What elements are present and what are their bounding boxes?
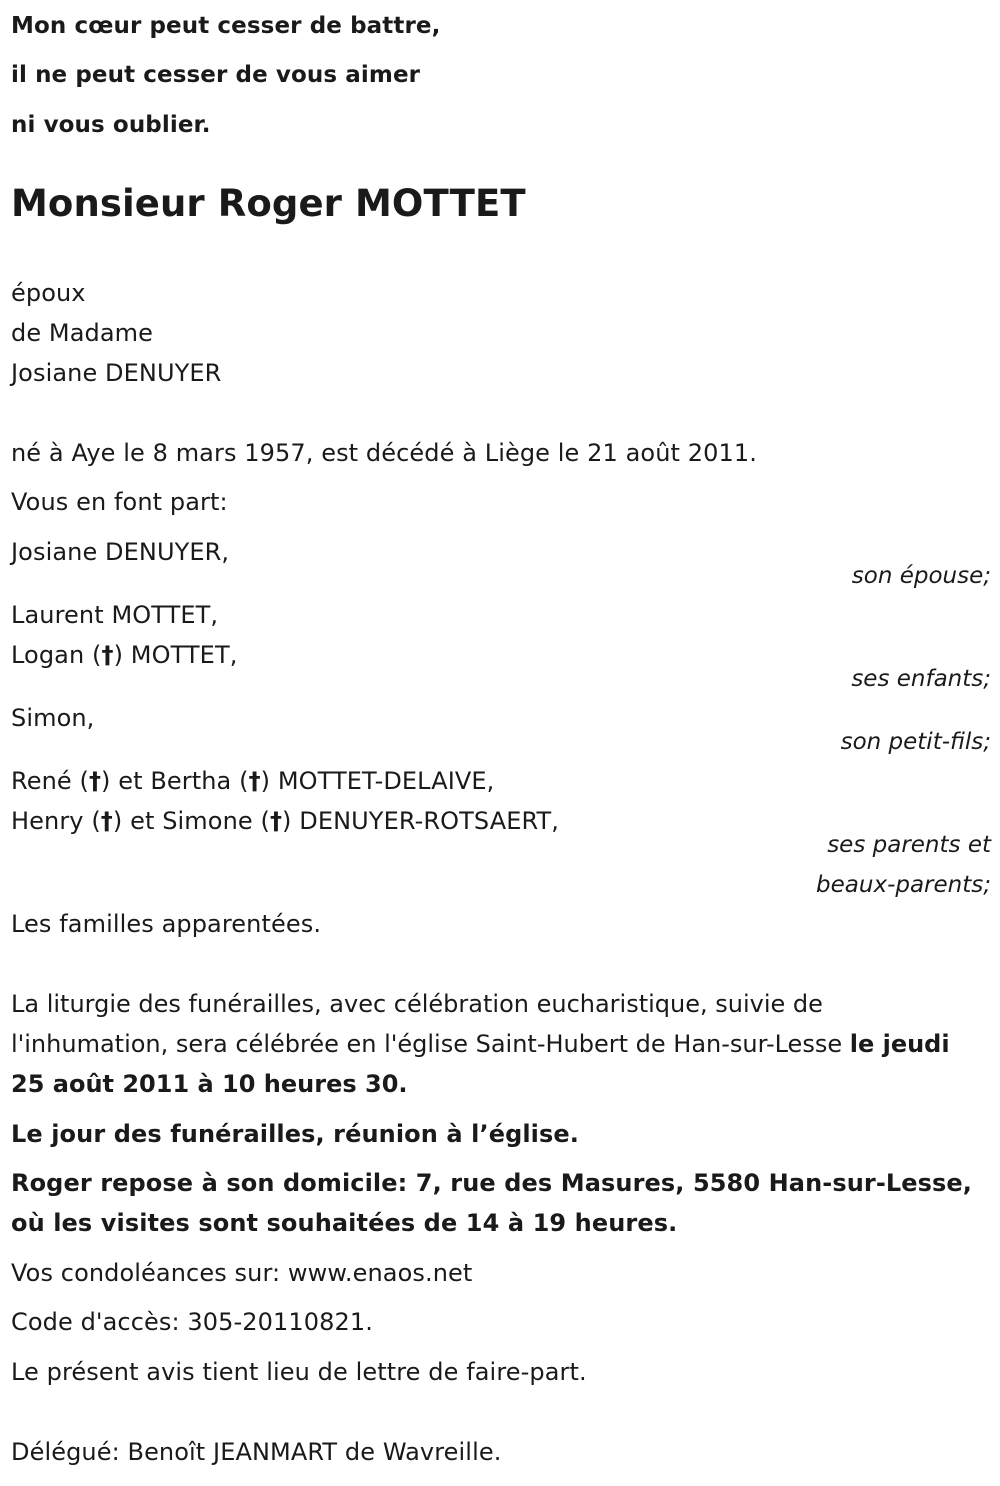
family-parents-2: Henry (†) et Simone (†) DENUYER-ROTSAERT, (11, 807, 559, 835)
notice-text: Le présent avis tient lieu de lettre de faire-part. (11, 1358, 587, 1386)
condolences-text: Vos condoléances sur: www.enaos.net (11, 1259, 473, 1287)
family-child-1: Laurent MOTTET, (11, 601, 219, 629)
family-grandchild: Simon, (11, 704, 95, 732)
poem-line-3: ni vous oublier. (11, 112, 211, 138)
cross-icon: † (88, 767, 102, 795)
rest-line-1: Roger repose à son domicile: 7, rue des Masures, 5580 Han-sur-Lesse, (11, 1169, 973, 1197)
spouse-line-2: de Madame (11, 319, 154, 347)
deceased-name: Monsieur Roger MOTTET (11, 182, 526, 225)
announce-text: Vous en font part: (11, 488, 228, 516)
access-code-text: Code d'accès: 305-20110821. (11, 1308, 373, 1336)
cross-icon: † (248, 767, 261, 795)
funeral-text: La liturgie des funérailles, avec célébration eucharistique, suivie de l'inhumation, sera célébrée en l'église Saint-Hubert de Han-sur-Lesse le jeudi 25 août 2011 à 10 heures 30. (11, 990, 950, 1098)
family-child-2: Logan (†) MOTTET, (11, 641, 238, 669)
funeral-date: le jeudi 25 août 2011 à 10 heures 30. (11, 1030, 950, 1098)
family-spouse-relation: son épouse; (851, 563, 991, 589)
spouse-line-1: époux (11, 279, 86, 307)
cross-icon: † (100, 807, 113, 835)
spouse-line-3: Josiane DENUYER (11, 359, 222, 387)
family-parents-relation-2: beaux-parents; (816, 872, 991, 898)
family-grandchild-relation: son petit-fils; (840, 729, 991, 755)
cross-icon: † (101, 641, 114, 669)
rest-line-2: où les visites sont souhaitées de 14 à 19 heures. (11, 1209, 678, 1237)
family-spouse-name: Josiane DENUYER, (11, 538, 230, 566)
poem-line-1: Mon cœur peut cesser de battre, (11, 13, 441, 39)
cross-icon: † (269, 807, 283, 835)
birth-death-text: né à Aye le 8 mars 1957, est décédé à Liège le 21 août 2011. (11, 439, 757, 467)
poem-line-2: il ne peut cesser de vous aimer (11, 62, 421, 88)
family-parents-relation-1: ses parents et (827, 832, 991, 858)
family-parents-1: René (†) et Bertha (†) MOTTET-DELAIVE, (11, 767, 495, 795)
family-relatives: Les familles apparentées. (11, 910, 322, 938)
delegate-text: Délégué: Benoît JEANMART de Wavreille. (11, 1438, 502, 1466)
family-children-relation: ses enfants; (851, 666, 991, 692)
funeral-meeting: Le jour des funérailles, réunion à l’église. (11, 1120, 579, 1148)
